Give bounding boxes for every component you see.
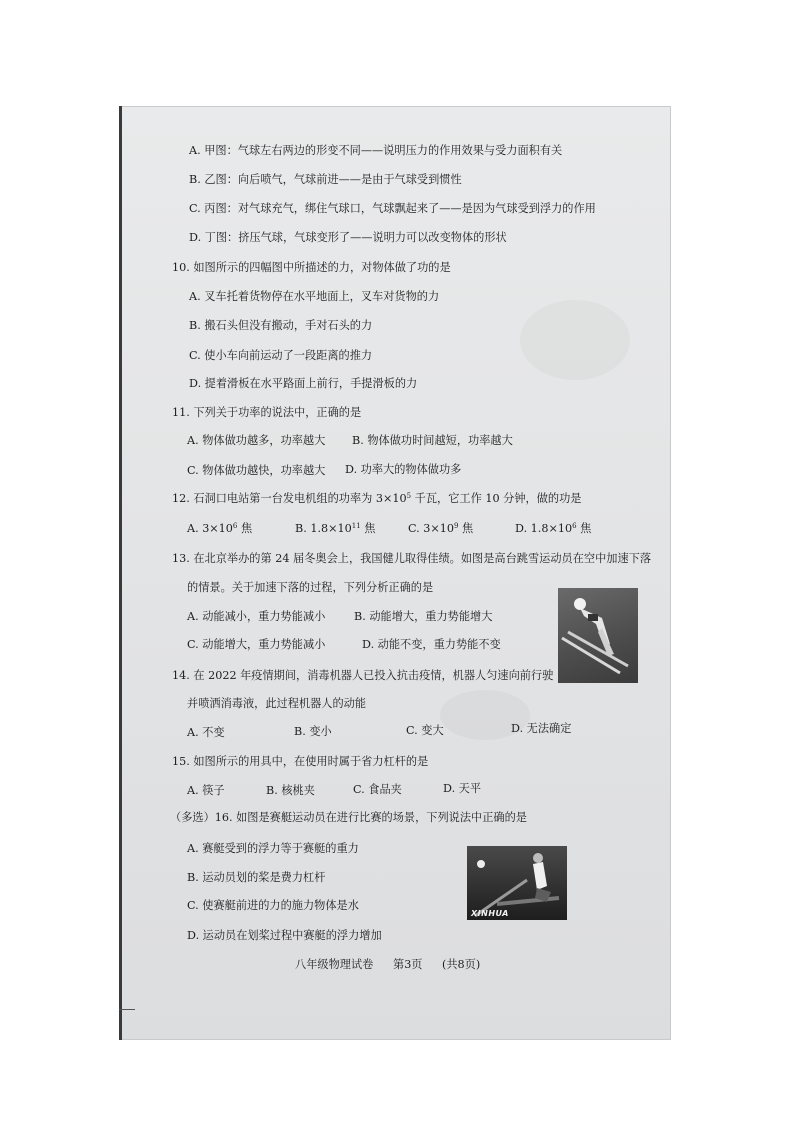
q15-option-c: C. 食品夹 bbox=[353, 783, 402, 796]
q10-stem: 10. 如图所示的四幅图中所描述的力，对物体做了功的是 bbox=[172, 261, 451, 274]
q15-stem: 15. 如图所示的用具中，在使用时属于省力杠杆的是 bbox=[172, 755, 429, 768]
q16-stem: （多选）16. 如图是赛艇运动员在进行比赛的场景，下列说法中正确的是 bbox=[170, 811, 527, 824]
rowing-photo bbox=[467, 846, 567, 920]
q13-option-b: B. 动能增大，重力势能增大 bbox=[354, 610, 493, 623]
q14-option-b: B. 变小 bbox=[294, 725, 332, 738]
ski-jumper-photo bbox=[558, 588, 638, 683]
q14-option-a: A. 不变 bbox=[187, 726, 225, 739]
q10-option-c: C. 使小车向前运动了一段距离的推力 bbox=[189, 349, 373, 362]
footer-total-pages: (共8页) bbox=[442, 958, 481, 971]
q14-option-d: D. 无法确定 bbox=[511, 722, 572, 735]
q9-option-b: B. 乙图：向后喷气，气球前进——是由于气球受到惯性 bbox=[189, 173, 462, 186]
q12-option-c: C. $3\times 10^9$ 焦 bbox=[408, 522, 474, 535]
q11-stem: 11. 下列关于功率的说法中，正确的是 bbox=[172, 406, 362, 419]
q14-stem-line1: 14. 在 2022 年疫情期间，消毒机器人已投入抗击疫情，机器人匀速向前行驶 bbox=[172, 669, 554, 682]
q16-option-a: A. 赛艇受到的浮力等于赛艇的重力 bbox=[187, 842, 359, 855]
q11-option-d: D. 功率大的物体做功多 bbox=[345, 463, 462, 476]
q16-option-b: B. 运动员划的桨是费力杠杆 bbox=[187, 871, 326, 884]
paper-stain bbox=[520, 300, 630, 380]
q11-option-a: A. 物体做功越多，功率越大 bbox=[187, 434, 326, 447]
q13-stem-line1: 13. 在北京举办的第 24 届冬奥会上，我国健儿取得佳绩。如图是高台跳雪运动员在空中加速下落 bbox=[172, 552, 652, 565]
q14-option-c: C. 变大 bbox=[406, 724, 444, 737]
footer-title: 八年级物理试卷 bbox=[295, 958, 374, 971]
q15-option-b: B. 核桃夹 bbox=[266, 784, 315, 797]
q12-option-b: B. $1.8\times 10^{11}$ 焦 bbox=[295, 522, 376, 535]
q13-option-a: A. 动能减小，重力势能减小 bbox=[187, 610, 326, 623]
footer-page-number: 第3页 bbox=[393, 958, 423, 971]
q10-option-d: D. 提着滑板在水平路面上前行，手提滑板的力 bbox=[189, 377, 418, 390]
q12-option-d: D. $1.8\times 10^6$ 焦 bbox=[515, 522, 592, 535]
edge-mark bbox=[119, 1009, 135, 1010]
q13-stem-line2: 的情景。关于加速下落的过程，下列分析正确的是 bbox=[187, 581, 434, 594]
q16-option-c: C. 使赛艇前进的力的施力物体是水 bbox=[187, 899, 359, 912]
q15-option-d: D. 天平 bbox=[443, 782, 482, 795]
q16-option-d: D. 运动员在划桨过程中赛艇的浮力增加 bbox=[187, 929, 382, 942]
q13-option-c: C. 动能增大，重力势能减小 bbox=[187, 638, 326, 651]
q9-option-a: A. 甲图：气球左右两边的形变不同——说明压力的作用效果与受力面积有关 bbox=[189, 144, 563, 157]
photo-watermark: XINHUA bbox=[471, 909, 509, 918]
q11-option-c: C. 物体做功越快，功率越大 bbox=[187, 464, 326, 477]
q13-option-d: D. 动能不变，重力势能不变 bbox=[362, 638, 501, 651]
q10-option-a: A. 叉车托着货物停在水平地面上，叉车对货物的力 bbox=[189, 290, 440, 303]
q10-option-b: B. 搬石头但没有搬动，手对石头的力 bbox=[189, 319, 373, 332]
q9-option-c: C. 丙图：对气球充气，绑住气球口，气球飘起来了——是因为气球受到浮力的作用 bbox=[189, 202, 596, 215]
q9-option-d: D. 丁图：挤压气球，气球变形了——说明力可以改变物体的形状 bbox=[189, 231, 507, 244]
q14-stem-line2: 并喷洒消毒液，此过程机器人的动能 bbox=[187, 697, 367, 710]
q12-option-a: A. $3\times 10^6$ 焦 bbox=[187, 522, 253, 535]
q12-stem: 12. 石洞口电站第一台发电机组的功率为 $3\times 10^5$ 千瓦，它工作 10 分钟，做的功是 bbox=[172, 492, 582, 505]
q15-option-a: A. 筷子 bbox=[187, 784, 225, 797]
q11-option-b: B. 物体做功时间越短，功率越大 bbox=[352, 434, 513, 447]
